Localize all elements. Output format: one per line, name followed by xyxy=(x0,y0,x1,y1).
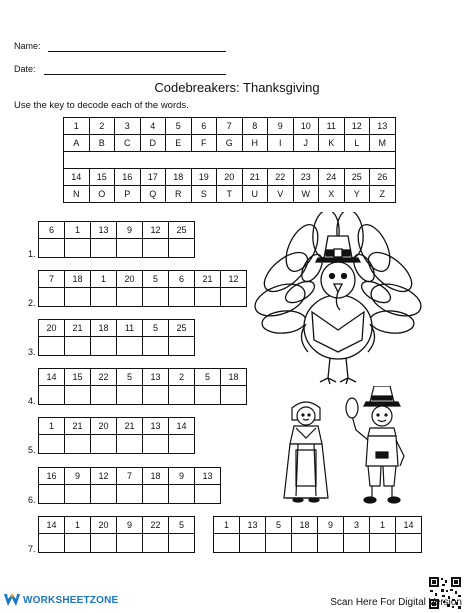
answer-letter-box[interactable] xyxy=(39,534,65,553)
key-row-numbers-1 xyxy=(64,118,396,135)
answer-letter-box[interactable] xyxy=(65,435,91,454)
code-number-cell: 7 xyxy=(117,468,143,485)
code-number-row xyxy=(39,468,221,485)
puzzle-number: 2. xyxy=(28,298,36,308)
answer-letter-box[interactable] xyxy=(221,386,247,405)
key-number-cell: 8 xyxy=(242,118,268,135)
code-number-cell: 5 xyxy=(195,369,221,386)
key-number-cell: 24 xyxy=(319,169,345,186)
answer-letter-box[interactable] xyxy=(117,239,143,258)
key-letter-cell: V xyxy=(268,186,294,203)
answer-letter-box[interactable] xyxy=(39,337,65,356)
key-row-letters-2 xyxy=(64,186,396,203)
key-number-cell: 16 xyxy=(115,169,141,186)
key-letter-cell: R xyxy=(166,186,192,203)
scan-instruction: Scan Here For Digital Version xyxy=(330,597,462,608)
key-number-cell: 21 xyxy=(242,169,268,186)
code-number-cell: 2 xyxy=(169,369,195,386)
worksheet-title: Codebreakers: Thanksgiving xyxy=(154,80,320,95)
key-letter-cell: H xyxy=(242,135,268,152)
code-number-cell: 13 xyxy=(143,369,169,386)
answer-letter-box[interactable] xyxy=(91,435,117,454)
code-number-cell: 11 xyxy=(117,320,143,337)
key-number-cell: 6 xyxy=(191,118,217,135)
answer-row xyxy=(214,534,422,553)
key-letter-cell: M xyxy=(370,135,396,152)
key-number-cell: 23 xyxy=(293,169,319,186)
answer-letter-box[interactable] xyxy=(318,534,344,553)
answer-letter-box[interactable] xyxy=(143,485,169,504)
key-letter-cell: B xyxy=(89,135,115,152)
code-number-cell: 5 xyxy=(143,320,169,337)
answer-letter-box[interactable] xyxy=(39,485,65,504)
key-letter-cell: C xyxy=(115,135,141,152)
key-number-cell: 4 xyxy=(140,118,166,135)
key-number-cell: 25 xyxy=(344,169,370,186)
puzzle-number: 6. xyxy=(28,495,36,505)
code-number-cell: 14 xyxy=(396,517,422,534)
answer-letter-box[interactable] xyxy=(117,485,143,504)
code-number-cell: 21 xyxy=(195,271,221,288)
code-grid xyxy=(38,467,221,504)
code-number-cell: 3 xyxy=(344,517,370,534)
footer xyxy=(0,588,474,613)
key-letter-cell: L xyxy=(344,135,370,152)
answer-letter-box[interactable] xyxy=(39,435,65,454)
answer-letter-box[interactable] xyxy=(344,534,370,553)
code-grid xyxy=(213,516,422,553)
puzzle-number: 3. xyxy=(28,347,36,357)
code-number-cell: 14 xyxy=(169,418,195,435)
key-letter-cell: F xyxy=(191,135,217,152)
code-number-cell: 5 xyxy=(266,517,292,534)
puzzle-number: 5. xyxy=(28,445,36,455)
code-grid xyxy=(38,417,195,454)
answer-letter-box[interactable] xyxy=(39,288,65,307)
answer-letter-box[interactable] xyxy=(195,386,221,405)
code-grid xyxy=(38,270,247,307)
answer-letter-box[interactable] xyxy=(91,386,117,405)
answer-row xyxy=(39,386,247,405)
answer-letter-box[interactable] xyxy=(221,288,247,307)
answer-letter-box[interactable] xyxy=(117,337,143,356)
code-number-cell: 12 xyxy=(221,271,247,288)
key-letter-cell: Q xyxy=(140,186,166,203)
code-number-cell: 1 xyxy=(39,418,65,435)
code-number-cell: 18 xyxy=(292,517,318,534)
name-label: Name: xyxy=(14,41,41,51)
key-number-cell: 3 xyxy=(115,118,141,135)
key-number-cell: 14 xyxy=(64,169,90,186)
key-number-cell: 17 xyxy=(140,169,166,186)
key-letter-cell: K xyxy=(319,135,345,152)
key-number-cell: 26 xyxy=(370,169,396,186)
code-number-cell: 1 xyxy=(65,222,91,239)
answer-letter-box[interactable] xyxy=(143,534,169,553)
answer-letter-box[interactable] xyxy=(195,485,221,504)
code-number-cell: 21 xyxy=(117,418,143,435)
key-number-cell: 11 xyxy=(319,118,345,135)
name-line[interactable] xyxy=(48,51,226,52)
code-number-cell: 16 xyxy=(39,468,65,485)
code-number-cell: 14 xyxy=(39,369,65,386)
key-letter-cell: I xyxy=(268,135,294,152)
code-number-cell: 21 xyxy=(65,320,91,337)
answer-letter-box[interactable] xyxy=(396,534,422,553)
answer-letter-box[interactable] xyxy=(117,435,143,454)
answer-letter-box[interactable] xyxy=(65,386,91,405)
key-letter-cell: S xyxy=(191,186,217,203)
brand-logo[interactable] xyxy=(4,594,118,606)
answer-letter-box[interactable] xyxy=(169,239,195,258)
puzzle-number: 7. xyxy=(28,544,36,554)
pilgrims-illustration xyxy=(282,386,412,510)
puzzle-number: 1. xyxy=(28,249,36,259)
instructions: Use the key to decode each of the words. xyxy=(14,100,189,111)
puzzle-number: 4. xyxy=(28,396,36,406)
date-label: Date: xyxy=(14,64,36,74)
answer-letter-box[interactable] xyxy=(266,534,292,553)
key-letter-cell: J xyxy=(293,135,319,152)
answer-letter-box[interactable] xyxy=(195,288,221,307)
code-number-cell: 20 xyxy=(91,418,117,435)
answer-row xyxy=(39,288,247,307)
answer-letter-box[interactable] xyxy=(214,534,240,553)
key-letter-cell: Y xyxy=(344,186,370,203)
code-number-cell: 9 xyxy=(169,468,195,485)
key-letter-cell: U xyxy=(242,186,268,203)
key-number-cell: 12 xyxy=(344,118,370,135)
code-number-row xyxy=(39,369,247,386)
worksheetzone-logo-icon xyxy=(4,594,20,606)
answer-row xyxy=(39,534,195,553)
answer-letter-box[interactable] xyxy=(240,534,266,553)
code-number-cell: 20 xyxy=(117,271,143,288)
answer-row xyxy=(39,337,195,356)
answer-row xyxy=(39,239,195,258)
code-number-cell: 9 xyxy=(65,468,91,485)
answer-letter-box[interactable] xyxy=(117,534,143,553)
key-letter-cell: N xyxy=(64,186,90,203)
code-number-cell: 9 xyxy=(117,222,143,239)
answer-letter-box[interactable] xyxy=(91,239,117,258)
code-number-cell: 20 xyxy=(39,320,65,337)
code-number-cell: 13 xyxy=(240,517,266,534)
key-gap-cell xyxy=(64,152,396,169)
code-number-row xyxy=(39,320,195,337)
code-number-row xyxy=(39,418,195,435)
answer-row xyxy=(39,435,195,454)
code-number-cell: 14 xyxy=(39,517,65,534)
code-number-cell: 1 xyxy=(65,517,91,534)
code-number-cell: 6 xyxy=(39,222,65,239)
code-number-cell: 12 xyxy=(91,468,117,485)
code-number-cell: 13 xyxy=(195,468,221,485)
answer-letter-box[interactable] xyxy=(39,239,65,258)
code-number-cell: 5 xyxy=(169,517,195,534)
code-number-cell: 12 xyxy=(143,222,169,239)
key-letter-cell: W xyxy=(293,186,319,203)
answer-letter-box[interactable] xyxy=(143,288,169,307)
answer-letter-box[interactable] xyxy=(143,239,169,258)
code-number-cell: 1 xyxy=(91,271,117,288)
code-number-cell: 25 xyxy=(169,222,195,239)
date-line[interactable] xyxy=(44,74,226,75)
answer-letter-box[interactable] xyxy=(117,288,143,307)
code-number-row xyxy=(39,271,247,288)
code-number-cell: 9 xyxy=(318,517,344,534)
code-number-cell: 21 xyxy=(65,418,91,435)
code-number-cell: 13 xyxy=(91,222,117,239)
answer-letter-box[interactable] xyxy=(65,239,91,258)
code-number-cell: 5 xyxy=(143,271,169,288)
answer-letter-box[interactable] xyxy=(143,337,169,356)
brand-name: WORKSHEETZONE xyxy=(23,594,119,606)
key-gap-row xyxy=(64,152,396,169)
answer-letter-box[interactable] xyxy=(91,337,117,356)
answer-letter-box[interactable] xyxy=(169,337,195,356)
answer-letter-box[interactable] xyxy=(169,534,195,553)
code-number-cell: 18 xyxy=(91,320,117,337)
answer-letter-box[interactable] xyxy=(65,288,91,307)
answer-letter-box[interactable] xyxy=(292,534,318,553)
answer-letter-box[interactable] xyxy=(91,534,117,553)
key-letter-cell: Z xyxy=(370,186,396,203)
key-letter-cell: P xyxy=(115,186,141,203)
answer-letter-box[interactable] xyxy=(169,435,195,454)
key-number-cell: 19 xyxy=(191,169,217,186)
code-number-row xyxy=(39,517,195,534)
code-number-cell: 18 xyxy=(143,468,169,485)
key-number-cell: 2 xyxy=(89,118,115,135)
key-letter-cell: X xyxy=(319,186,345,203)
key-number-cell: 20 xyxy=(217,169,243,186)
code-grid xyxy=(38,516,195,553)
code-number-cell: 18 xyxy=(221,369,247,386)
code-number-cell: 22 xyxy=(143,517,169,534)
answer-letter-box[interactable] xyxy=(143,435,169,454)
answer-letter-box[interactable] xyxy=(169,288,195,307)
answer-letter-box[interactable] xyxy=(65,337,91,356)
code-grid xyxy=(38,368,247,405)
key-letter-cell: G xyxy=(217,135,243,152)
answer-letter-box[interactable] xyxy=(65,485,91,504)
key-number-cell: 7 xyxy=(217,118,243,135)
key-row-letters-1 xyxy=(64,135,396,152)
answer-letter-box[interactable] xyxy=(91,485,117,504)
turkey-illustration xyxy=(250,212,422,390)
key-number-cell: 5 xyxy=(166,118,192,135)
key-number-cell: 13 xyxy=(370,118,396,135)
key-letter-cell: E xyxy=(166,135,192,152)
answer-letter-box[interactable] xyxy=(65,534,91,553)
code-number-cell: 15 xyxy=(65,369,91,386)
answer-letter-box[interactable] xyxy=(117,386,143,405)
code-number-cell: 5 xyxy=(117,369,143,386)
answer-letter-box[interactable] xyxy=(91,288,117,307)
key-row-numbers-2 xyxy=(64,169,396,186)
cipher-key-table xyxy=(63,117,396,203)
code-number-cell: 6 xyxy=(169,271,195,288)
answer-row xyxy=(39,485,221,504)
answer-letter-box[interactable] xyxy=(169,386,195,405)
key-number-cell: 22 xyxy=(268,169,294,186)
code-number-cell: 18 xyxy=(65,271,91,288)
code-grid xyxy=(38,221,195,258)
code-number-row xyxy=(39,222,195,239)
code-number-row xyxy=(214,517,422,534)
code-number-cell: 9 xyxy=(117,517,143,534)
code-number-cell: 20 xyxy=(91,517,117,534)
key-letter-cell: T xyxy=(217,186,243,203)
key-number-cell: 18 xyxy=(166,169,192,186)
code-number-cell: 1 xyxy=(370,517,396,534)
code-number-cell: 25 xyxy=(169,320,195,337)
answer-letter-box[interactable] xyxy=(370,534,396,553)
key-number-cell: 1 xyxy=(64,118,90,135)
answer-letter-box[interactable] xyxy=(143,386,169,405)
key-number-cell: 9 xyxy=(268,118,294,135)
answer-letter-box[interactable] xyxy=(169,485,195,504)
code-grid xyxy=(38,319,195,356)
code-number-cell: 7 xyxy=(39,271,65,288)
key-letter-cell: O xyxy=(89,186,115,203)
key-number-cell: 10 xyxy=(293,118,319,135)
key-letter-cell: A xyxy=(64,135,90,152)
key-number-cell: 15 xyxy=(89,169,115,186)
answer-letter-box[interactable] xyxy=(39,386,65,405)
code-number-cell: 1 xyxy=(214,517,240,534)
code-number-cell: 13 xyxy=(143,418,169,435)
key-letter-cell: D xyxy=(140,135,166,152)
code-number-cell: 22 xyxy=(91,369,117,386)
